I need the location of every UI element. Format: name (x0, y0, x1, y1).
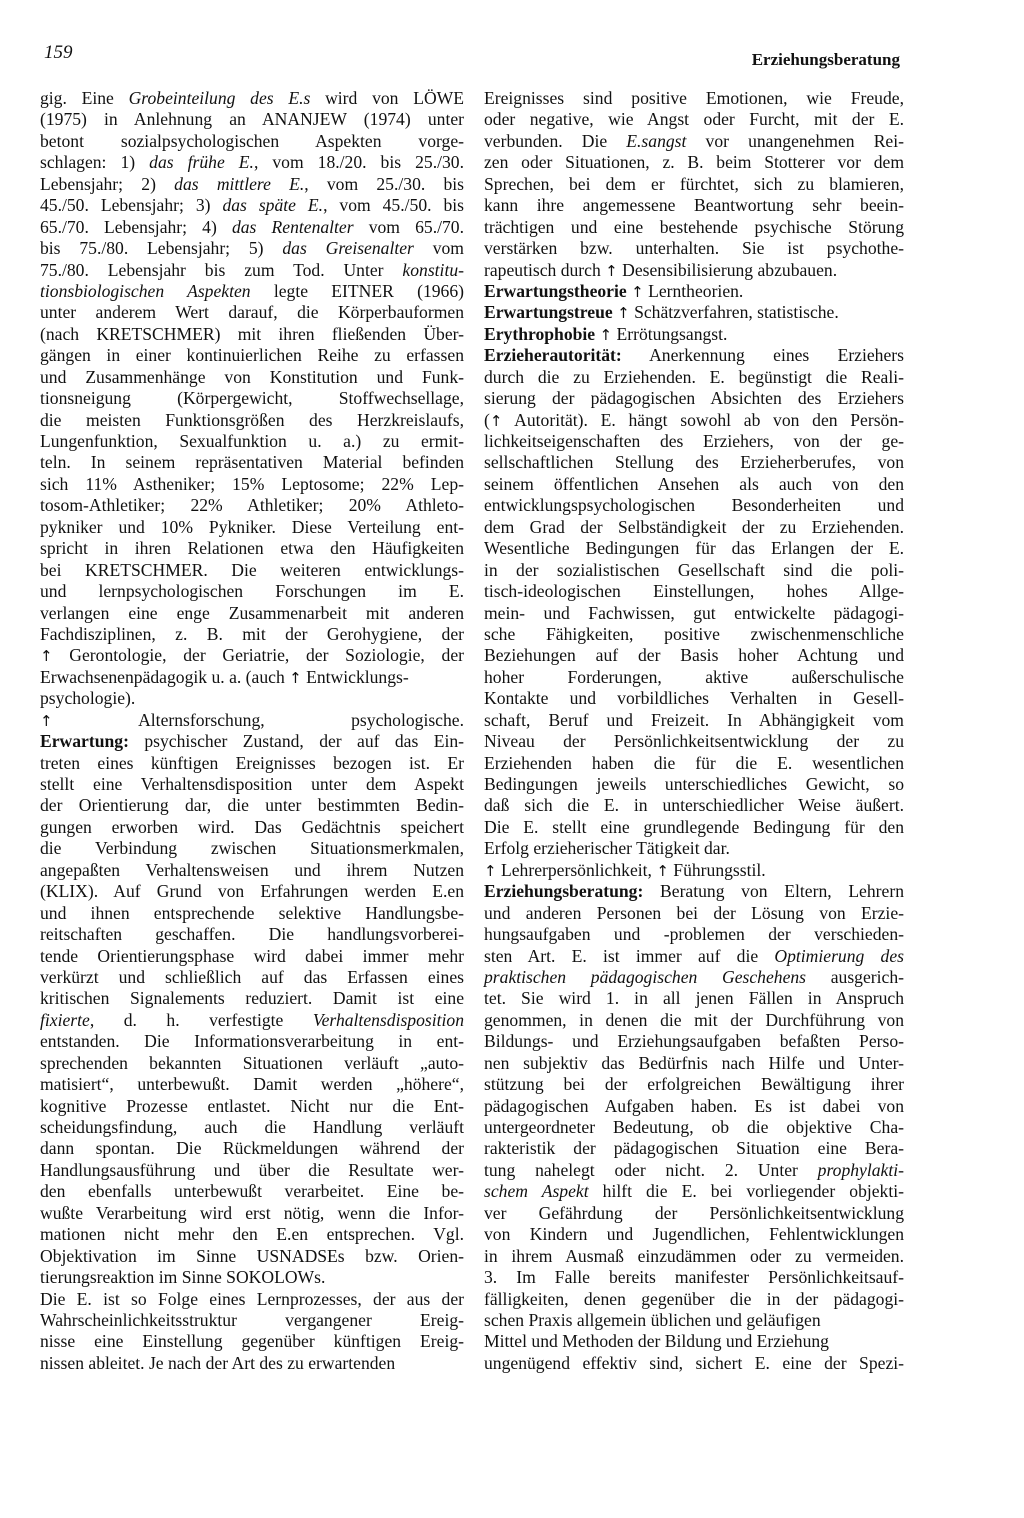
text-line (484, 710, 904, 731)
text-segment: kognitive Prozesse entlastet. Nicht nur die Ent- (40, 1095, 464, 1116)
text-line (40, 345, 464, 366)
text-segment: betont sozialpsychologischen Aspekten vorge- (40, 130, 464, 151)
text-segment: hungsaufgaben und -problemen der verschieden- (484, 924, 904, 945)
text-line (484, 474, 904, 495)
text-line (40, 281, 464, 302)
text-line (40, 710, 464, 731)
text-segment: Ereignisses sind positive Emotionen, wie Freude, (484, 88, 904, 108)
text-segment: Alternsforschung, psychologische. (52, 709, 464, 730)
cross-reference-arrow-icon: ↑ (605, 261, 618, 280)
text-segment: Mittel und Methoden der Bildung und Erziehung (484, 1331, 829, 1352)
text-segment: Bedingungen jeweils unterschiedliches Gewicht, so (484, 774, 904, 794)
text-line (484, 281, 904, 302)
text-segment: tet. Sie wird 1. in all jenen Fällen in Anspruch (484, 988, 904, 1009)
text-segment: nisse eine Einstellung gegenüber künftigen Ereig- (40, 1331, 464, 1352)
text-segment: Gerontologie, der Geriatrie, der Soziologie, der (52, 645, 464, 666)
text-segment: nen subjektiv das Bedürfnis nach Hilfe und Unter- (484, 1052, 904, 1073)
text-line (40, 1267, 464, 1288)
emphasized-text: das mittlere E. (174, 173, 305, 194)
text-line (40, 260, 464, 281)
text-segment: wußte Verarbeitung wird erst nötig, wenn die Infor- (40, 1202, 464, 1223)
cross-reference-arrow-icon: ↑ (40, 647, 53, 666)
text-segment: schen Praxis allgemein üblichen und geläufigen (484, 1309, 821, 1330)
text-segment: tung nahelegt oder nicht. 2. Unter (484, 1159, 818, 1180)
text-segment: Lehrerpersönlichkeit, (496, 859, 657, 880)
entry-headword: Erziehungsberatung: (484, 881, 644, 902)
text-segment: schlagen: 1) (40, 152, 150, 173)
page-header (44, 40, 900, 72)
text-segment: Erziehenden haben die für die E. wesentlichen (484, 752, 904, 773)
text-segment: tionsneigung (Körpergewicht, Stoffwechsellage, (40, 388, 464, 409)
text-segment: Lungenfunktion, Sexualfunktion u. a.) zu ermit- (40, 431, 464, 451)
text-line (40, 603, 464, 624)
emphasized-text: konstitu- (402, 259, 464, 280)
text-line (40, 538, 464, 559)
text-line (484, 1289, 904, 1310)
text-segment: angepaßten Verhaltensweisen und ihrem Nutzen (40, 859, 464, 880)
text-line (484, 860, 904, 881)
text-segment: Objektivation im Sinne USNADSEs bzw. Orien- (40, 1245, 464, 1266)
text-segment: pädagogischen Aufgaben haben. Es ist dabei von (484, 1095, 904, 1116)
text-segment: Kontakte und vorbildliches Verhalten in Gesell- (484, 688, 904, 709)
text-segment: Fachdisziplinen, z. B. mit der Gerohygiene, der (40, 623, 464, 644)
text-segment: schaft, Beruf und Freizeit. In Abhängigkeit vom (484, 709, 904, 730)
text-line (484, 795, 904, 816)
text-segment: verstärken bzw. unterhalten. Sie ist psychothe- (484, 238, 904, 259)
cross-reference-arrow-icon: ↑ (484, 861, 497, 880)
text-segment: , d. h. verfestigte (89, 1009, 313, 1030)
text-segment: , vom 25./30. bis (304, 173, 465, 194)
text-segment: lichkeitseigenschaften des Erziehers, von der ge- (484, 431, 904, 451)
text-segment: 45./50. Lebensjahr; 3) (40, 195, 223, 216)
text-segment: trächtigen und eine bestehende psychische Störung (484, 216, 904, 237)
text-line (484, 324, 904, 345)
text-line (484, 1331, 904, 1352)
text-segment: Wahrscheinlichkeitsstruktur vergangener Ereig- (40, 1309, 464, 1330)
text-line (40, 431, 464, 452)
text-line (484, 967, 904, 988)
text-segment: oder negative, wie Angst oder Furcht, mit der E. (484, 109, 904, 130)
emphasized-text: das frühe E. (149, 152, 254, 173)
emphasized-text: das Rentenalter (231, 216, 354, 237)
text-line (484, 1224, 904, 1245)
text-line (484, 410, 904, 431)
text-line (484, 195, 904, 216)
text-line (40, 452, 464, 473)
text-segment: unter anderem Wert darauf, die Körperbauformen (40, 302, 464, 323)
text-line (484, 217, 904, 238)
text-line (484, 560, 904, 581)
text-line (40, 109, 464, 130)
text-line (484, 109, 904, 130)
text-segment: stellt eine Verhaltensdisposition unter dem Aspekt (40, 774, 464, 794)
text-line (40, 967, 464, 988)
text-segment: durch die zu Erziehenden. E. begünstigt die Reali- (484, 366, 904, 387)
text-line (484, 452, 904, 473)
text-line (40, 860, 464, 881)
text-line (484, 838, 904, 859)
text-segment: ( (484, 409, 490, 430)
text-line (40, 302, 464, 323)
text-line (40, 881, 464, 902)
text-line (484, 645, 904, 666)
text-line (40, 388, 464, 409)
text-segment: gängen in einer kontinuierlichen Reihe zu erfassen (40, 345, 464, 366)
text-line (40, 624, 464, 645)
text-segment: hoher Forderungen, aktive außerschulische (484, 666, 904, 687)
text-segment: und anderen Personen bei der Lösung von Erzie- (484, 902, 904, 923)
text-segment: sellschaftlichen Stellung des Erzieherberufes, von (484, 452, 904, 473)
text-line (484, 1181, 904, 1202)
right-text-column (484, 88, 904, 1374)
text-segment: entstanden. Die Informationsverarbeitung in ent- (40, 1031, 464, 1052)
text-line (40, 1331, 464, 1352)
text-segment: wird von LÖWE (310, 88, 464, 108)
text-line (484, 1267, 904, 1288)
cross-reference-arrow-icon: ↑ (489, 411, 503, 430)
text-segment: der Orientierung dar, die unter bestimmten Bedin- (40, 795, 464, 816)
text-segment: verkürzt und schließlich auf das Erfassen eines (40, 966, 464, 987)
text-segment: und Zusammenhänge von Konstitution und Funk- (40, 366, 464, 387)
text-line (40, 1160, 464, 1181)
text-segment: Die E. stellt eine grundlegende Bedingung für den (484, 816, 904, 837)
text-segment: Niveau der Persönlichkeitsentwicklung der zu (484, 731, 904, 752)
text-line (484, 517, 904, 538)
cross-reference-arrow-icon: ↑ (656, 861, 669, 880)
text-segment: treten eines künftigen Ereignisses bezogen ist. Er (40, 752, 464, 773)
text-segment: rakteristik der pädagogischen Situation eine Bera- (484, 1138, 904, 1159)
text-line (40, 1224, 464, 1245)
text-segment: Errötungsangst. (612, 323, 728, 344)
text-segment: Anerkennung eines Erziehers (621, 345, 904, 366)
text-line (40, 817, 464, 838)
text-line (40, 645, 464, 666)
text-line (484, 1138, 904, 1159)
text-segment: 65./70. Lebensjahr; 4) (40, 216, 232, 237)
text-line (40, 924, 464, 945)
text-segment: seinem öffentlichen Ansehen als auch von den (484, 473, 904, 494)
text-line (484, 731, 904, 752)
text-line (484, 1096, 904, 1117)
text-segment: die Verbindung zwischen Situationsmerkmalen, (40, 838, 464, 859)
text-segment: sche Fähigkeiten, positive zwischenmenschliche (484, 623, 904, 644)
text-line (40, 838, 464, 859)
text-segment: sprechenden bekannten Situationen verläuft „auto- (40, 1052, 464, 1073)
entry-headword: Erythrophobie (484, 323, 596, 344)
text-line (40, 174, 464, 195)
text-segment: Erfolg erzieherischer Tätigkeit dar. (484, 838, 730, 859)
text-line (40, 560, 464, 581)
text-segment: teln. In seinem repräsentativen Material befinden (40, 452, 464, 473)
text-line (40, 795, 464, 816)
text-segment: , vom 18./20. bis 25./30. (253, 152, 464, 173)
text-line (40, 1203, 464, 1224)
emphasized-text: E.sangst (626, 130, 687, 151)
text-segment: mationen nicht mehr den E.en entsprechen. Vgl. (40, 1224, 464, 1245)
text-segment: kritischen Signalements reduziert. Damit ist eine (40, 988, 464, 1009)
text-line (484, 817, 904, 838)
text-segment: fälligkeiten, denen gegenüber die in der pädagogi- (484, 1288, 904, 1309)
text-segment: kann ihre angemessene Beantwortung sehr beein- (484, 195, 904, 216)
text-segment: Beratung von Eltern, Lehrern (643, 881, 904, 902)
text-segment: gig. Eine (40, 88, 129, 108)
text-line (484, 924, 904, 945)
cross-reference-arrow-icon: ↑ (617, 304, 630, 323)
text-segment: Erwachsenenpädagogik u. a. (auch (40, 666, 290, 687)
text-segment: Lebensjahr; 2) (40, 173, 175, 194)
text-line (40, 410, 464, 431)
text-segment: ungenügend effektiv sind, sichert E. eine der Spezi- (484, 1352, 904, 1373)
text-line (40, 1310, 464, 1331)
text-line (40, 474, 464, 495)
text-segment: scheidungsfindung, auch die Handlung verläuft (40, 1117, 464, 1137)
emphasized-text: fixierte (40, 1009, 90, 1030)
text-segment: psychischer Zustand, der auf das Ein- (128, 731, 464, 752)
text-line (40, 1138, 464, 1159)
text-line (484, 688, 904, 709)
emphasized-text: prophylakti- (817, 1159, 904, 1180)
text-line (40, 238, 464, 259)
text-segment: daß sich die E. in unterschiedlicher Weise äußert. (484, 795, 904, 816)
text-line (484, 174, 904, 195)
text-line (40, 1096, 464, 1117)
cross-reference-arrow-icon: ↑ (289, 668, 302, 687)
text-line (484, 1053, 904, 1074)
text-line (484, 367, 904, 388)
text-segment: bis 75./80. Lebensjahr; 5) (40, 238, 283, 259)
text-segment: Bildungs- und Erziehungsaufgaben befaßten Perso- (484, 1031, 904, 1052)
text-line (484, 624, 904, 645)
text-line (484, 1031, 904, 1052)
text-segment: matisiert“, unterbewußt. Damit werden „höhere“, (40, 1074, 464, 1095)
text-line (484, 581, 904, 602)
text-segment: pykniker und 10% Pykniker. Diese Verteilung ent- (40, 516, 464, 537)
text-segment: tosom-Athletiker; 22% Athletiker; 20% Athleto- (40, 495, 464, 516)
text-segment: dann spontan. Die Rückmeldungen während der (40, 1138, 464, 1159)
text-line (484, 1117, 904, 1138)
text-line (484, 603, 904, 624)
text-segment: in ihrem Ausmaß einzudämmen oder zu vermeiden. (484, 1245, 904, 1266)
text-segment: dem Grad der Selbständigkeit der zu Erziehenden. (484, 516, 904, 537)
text-line (40, 217, 464, 238)
text-segment: Schätzverfahren, statistische. (629, 302, 839, 323)
emphasized-text: schem Aspekt (484, 1181, 589, 1202)
text-segment: Lerntheorien. (643, 280, 744, 301)
text-line (484, 495, 904, 516)
emphasized-text: das Greisenalter (282, 238, 414, 259)
text-line (484, 881, 904, 902)
text-segment: vom (413, 238, 464, 259)
text-line (484, 1353, 904, 1374)
cross-reference-arrow-icon: ↑ (40, 711, 53, 730)
text-segment: verlangen eine enge Zusammenarbeit mit anderen (40, 602, 464, 623)
text-line (40, 581, 464, 602)
text-line (484, 946, 904, 967)
text-line (40, 131, 464, 152)
text-segment: rapeutisch durch (484, 259, 606, 280)
text-line (40, 324, 464, 345)
emphasized-text: tionsbiologischen Aspekten (40, 280, 251, 301)
text-line (484, 152, 904, 173)
emphasized-text: Verhaltensdisposition (312, 1009, 464, 1030)
text-line (484, 753, 904, 774)
text-segment: Entwicklungs- (301, 666, 409, 687)
text-segment: gungen erworben wird. Das Gedächtnis speichert (40, 816, 464, 837)
text-segment: stützung bei der erfolgreichen Bewältigung ihrer (484, 1074, 904, 1095)
text-segment: hilft die E. bei vorliegender objekti- (588, 1181, 904, 1202)
text-segment: nissen ableitet. Je nach der Art des zu erwartenden (40, 1352, 396, 1373)
text-segment: sierung der pädagogischen Absichten des Erziehers (484, 388, 904, 409)
text-line (484, 238, 904, 259)
cross-reference-arrow-icon: ↑ (599, 325, 613, 344)
text-line (40, 1246, 464, 1267)
text-segment: entwicklungspsychologischen Besonderheiten und (484, 495, 904, 516)
emphasized-text: Optimierung des (774, 945, 904, 966)
text-line (40, 1074, 464, 1095)
text-line (484, 1160, 904, 1181)
text-line (484, 1010, 904, 1031)
text-segment: 3. Im Falle bereits manifester Persönlichkeitsauf- (484, 1267, 904, 1288)
text-line (40, 367, 464, 388)
text-line (40, 195, 464, 216)
text-line (484, 345, 904, 366)
text-segment: untergeordneter Bedeutung, ob die objektive Cha- (484, 1117, 904, 1137)
text-line (40, 495, 464, 516)
text-line (40, 903, 464, 924)
text-line (40, 88, 464, 109)
text-segment: den ebenfalls unterbewußt verarbeitet. Eine be- (40, 1181, 464, 1202)
text-line (484, 88, 904, 109)
entry-headword: Erwartungstheorie (484, 280, 627, 301)
text-line (484, 260, 904, 281)
text-segment: die meisten Funktionsgrößen des Herzkreislaufs, (40, 409, 464, 430)
text-line (40, 1031, 464, 1052)
text-line (40, 988, 464, 1009)
text-segment: ver Gefährdung der Persönlichkeitsentwicklung (484, 1202, 904, 1223)
emphasized-text: Grobeinteilung des E.s (128, 88, 311, 108)
text-line (484, 302, 904, 323)
entry-headword: Erzieherautorität: (484, 345, 622, 366)
text-segment: sich 11% Astheniker; 15% Leptosome; 22% Lep- (40, 473, 464, 494)
text-segment: tende Orientierungsphase wird dabei immer mehr (40, 945, 464, 966)
text-line (40, 946, 464, 967)
text-line (40, 1010, 464, 1031)
text-segment: (nach KRETSCHMER) mit ihren fließenden Über- (40, 323, 464, 344)
text-segment: , vom 45./50. bis (323, 195, 464, 216)
text-line (484, 1310, 904, 1331)
text-segment: tisch-ideologischen Einstellungen, hohes Allge- (484, 581, 904, 602)
text-line (484, 1074, 904, 1095)
running-head: Erziehungsberatung (751, 50, 900, 69)
text-segment: und ihnen entsprechende selektive Handlungsbe- (40, 902, 464, 923)
text-segment: in der sozialistischen Gesellschaft sind die poli- (484, 559, 904, 580)
text-line (40, 1117, 464, 1138)
text-segment: ausgerich- (806, 966, 904, 987)
text-segment: Autorität). E. hängt sowohl ab von den Persön- (502, 409, 904, 430)
text-line (40, 731, 464, 752)
text-line (484, 903, 904, 924)
text-line (40, 774, 464, 795)
text-segment: Die E. ist so Folge eines Lernprozesses, der aus der (40, 1288, 464, 1309)
text-segment: Führungsstil. (668, 859, 766, 880)
text-segment: Desensibilisierung abzubauen. (617, 259, 838, 280)
text-segment: vor unangenehmen Rei- (686, 130, 904, 151)
text-segment: 75./80. Lebensjahr bis zum Tod. Unter (40, 259, 403, 280)
text-line (484, 774, 904, 795)
text-line (484, 988, 904, 1009)
text-line (40, 1353, 464, 1374)
cross-reference-arrow-icon: ↑ (631, 282, 644, 301)
text-segment: Wesentliche Bedingungen für das Erlangen der E. (484, 538, 904, 559)
page-number: 159 (44, 42, 73, 63)
text-segment: verbunden. Die (484, 130, 627, 151)
text-segment: sten Art. E. ist immer auf die (484, 945, 775, 966)
text-segment: von Kindern und Jugendlichen, Fehlentwicklungen (484, 1224, 904, 1245)
left-text-column (40, 88, 464, 1374)
text-line (40, 1181, 464, 1202)
text-segment: bei KRETSCHMER. Die weiteren entwicklungs- (40, 559, 464, 580)
text-segment: tierungsreaktion im Sinne SOKOLOWs. (40, 1267, 326, 1288)
text-segment: vom 65./70. (353, 216, 464, 237)
text-line (484, 431, 904, 452)
emphasized-text: das späte E. (222, 195, 324, 216)
text-segment: genommen, in denen die mit der Durchführung von (484, 1009, 904, 1030)
text-line (40, 688, 464, 709)
text-line (484, 1246, 904, 1267)
text-segment: psychologie). (40, 688, 136, 709)
text-line (40, 1289, 464, 1310)
text-line (484, 538, 904, 559)
text-segment: mein- und Fachwissen, gut entwickelte pädagogi- (484, 602, 904, 623)
text-line (40, 152, 464, 173)
text-segment: Beziehungen auf der Basis hoher Achtung und (484, 645, 904, 666)
text-segment: und lernpsychologischen Forschungen im E. (40, 581, 464, 602)
text-segment: Sprechen, bei dem er fürchtet, sich zu blamieren, (484, 173, 904, 194)
text-line (40, 517, 464, 538)
text-line (40, 753, 464, 774)
text-line (484, 131, 904, 152)
text-segment: zen oder Situationen, z. B. beim Stotterer vor dem (484, 152, 904, 173)
text-line (40, 667, 464, 688)
text-line (484, 667, 904, 688)
entry-headword: Erwartung: (40, 731, 129, 752)
text-segment: spricht in ihren Relationen etwa den Häufigkeiten (40, 538, 464, 559)
text-line (484, 388, 904, 409)
text-segment: (1975) in Anlehnung an ANANJEW (1974) unter (40, 109, 464, 130)
text-line (484, 1203, 904, 1224)
text-segment: Handlungsausführung und über die Resultate wer- (40, 1159, 464, 1180)
text-segment: reitschaften geschaffen. Die handlungsvorberei- (40, 924, 464, 945)
text-segment: legte EITNER (1966) (250, 280, 464, 301)
text-line (40, 1053, 464, 1074)
emphasized-text: praktischen pädagogischen Geschehens (484, 966, 807, 987)
entry-headword: Erwartungstreue (484, 302, 613, 323)
text-segment: (KLIX). Auf Grund von Erfahrungen werden E.en (40, 881, 464, 902)
